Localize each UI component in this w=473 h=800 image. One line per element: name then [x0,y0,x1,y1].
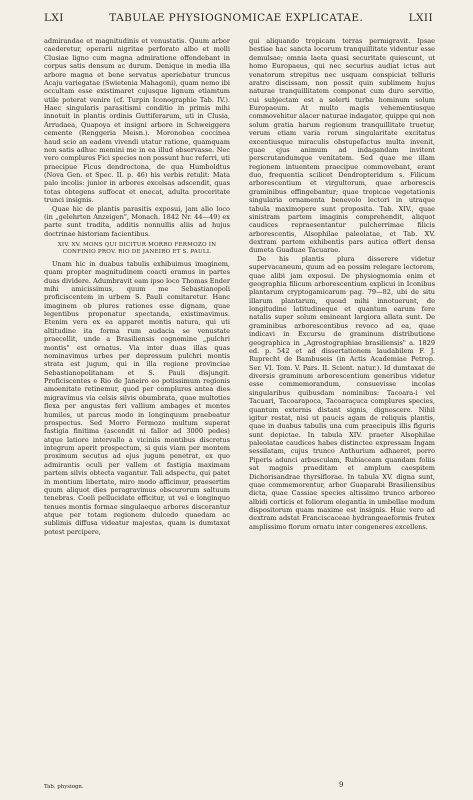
left-column [44,37,230,536]
running-title: TABULAE PHYSIOGNOMICAE EXPLICATAE. [109,12,364,24]
paragraph: qui aliquando tropicam terras permigravit. Ipsae bestiae hac sancta locorum tranquillitate videntur esse demulsae; omnia laeta quasi securitate quiescunt, ut homo Europaeus, qui nec securius audiat ictus aut venatorum strepitus nec usquam conspiciat telluris aratro discissam, non possit quin sublimem hujus naturae tranquillitatem componat cum duro servitio, cui subjectam est a solerti turba hominum solum Europaeum. At multo magis vehementiusque commovehitur alacer naturae indagator, quippe qui non solum gratia harum regionum tranquillitate truetur, verum etiam varia rerum singularitate excitatus excentiusque miraculis obstupefactus multa invenit, quae ejus animum ad indagandam invitent perscrutandumque venitatem. Sed quae me illam regionem intuentem praecipue commovebant, erant duo, frequentia scilicet Dendropteridum s. Filicum arborescentium et virgultorum, quae arborescis graminibus effingebantur; quae tropicae vegetationis singularia ornamenta benevolo lectori in utraque tabula maximopere sunt proposita. Tab. XIV., quae sinistram partem imaginis comprehendit, aliquot caudices repraesentantur pulcherrimae filicis arborescentis, Alsophilae paleolatae, et Tab. XV. dextram partem exhibentis pars autica offert densa dumeta Guaduae Tacuarae. [249,37,435,255]
left-page-numeral: LXI [44,12,64,24]
paragraph: Quae hic de plantis parasitis exposui, jam alio loco (in „gelehrten Anzeigen", Monach. 1842 Nr. 44—49) ex parte sunt tradita, additis nonnullis aliis ad hujus doctrinae historiam facientibus. [44,204,230,238]
paragraph: Unam hic in duabus tabulis exhibuimus imaginem, quam propter magnitudinem coacti eramus in partes duas dividere. Adumbravit eam ipso loco Thomas Ender mihi amicissimus, quum me Sebastianopoli proficiscentem in urbem S. Pauli comitaretur. Hanc imaginem ob plures rationes esse dignam, quae legentibus proponatur spectanda, existimavimus. Etenim vera ex ea apparet montis natura, qui uti altitudine ita forma rum audacia se venustate praecellit, unde a Brasiliensis cognomine „pulchri montis" est ornatus. Via inter duas illas quas nominavimus urbes per depressum pulchri montis strata est jugum, qui in illa regione provinciae Sebastianopolitanam et S. Pauli disjungit. Proficiscentes e Rio de Janeiro eo potissimum regionis amoenitate retinemur, quod per complures antea dies migravimus via celsis silvis obumbrata, quae multoties flexa per angustas feri vallium ambages et montes humiles, ut parcus modo in longinquum praebeatur prospectus. Sed Morro Fermozo multum superat fastigia finitima (ascendit ni fallor ad 3000 pedes) atque latiore intervallo a viciniis montibus discretus integrum aperit prospectum, si quis viam per montem proximum secutus ad ejus jugum penetrat, ex quo admirantis oculi per vallem et fastigia maximam partem silvis obtecta vagantur. Tali adspectu, qui patet in montium libertate, miro modo afficimur, praesertim quum aliquot dies peragravimus obscurorum saltuum tenebras. Coeli pellucidate efficitur, ut vel e longinquo tenues montis formae singulaeque arbores discerantur atque per totam regionem dulcedo quaedam ac sublimis diffusa videatur majestas, quam is dumtaxat potest percipere, [44,259,230,536]
page-number: 9 [339,781,344,789]
running-header [44,12,433,30]
right-page-numeral: LXII [408,12,433,24]
right-column [249,37,435,531]
signature-mark: Tab. physiogn. [44,784,84,790]
paragraph: De his plantis plura disserere videtur supervacaneum, quum ad ea possim relegare lectorem, quae alibi jam exposui. De physiognomia enim et geographia filicum arborescentium explicui in Iconibus plantarum cryptogamicarum pag. 79—82, ubi de situ illarum plantarum, quoad mihi innotuerunt, de longitudine latitudineque et quantum earum fere natalis super solum emineant largiora allata sunt. De graminibus arborescentibus revoco ad ea, quae indicavi in Excursu de graminum distributione geographica in „Agrostographiae brasiliensis" a. 1829 ed. p. 542 et ad dissertationem laudabilem F. J. Ruprecht de Bambuseis (in Actis Academiae Petrop. Ser. VI. Tom. V. Pars. II. Scient. natur.). Id dumtaxat de diversis graminum arborescentium generibus videtur esse commemorandum, consuevisse incolas singularibus quibusdam nominibus: Tacoara-i vel Tacuari, Tacoarapoca, Tacoaraçuca complures species, quantum externis distant signis, dignoscere. Nihil igitur restat, nisi ut paucis agam de reliquis plantis, quae in duabus tabulis una cum praecipuis illis figuris sunt depictae. In tabula XIV. praeter Alsophilae paleolatae caudices habes distinctee expressam Ingam sessilatam, cujus trunco Anthurium adhaeret, porro Piperis adunci arbusculam, Rubiaceam quandam foliis sat magnis praeditam et amplum caespitem Dichorisandrae thyrsiflorae. In tabula XV. digna sunt, quae commemorentur, arbor Guaparabi Brasiliensibus dicta, quae Cassiae species altissimo trunco arboreo albidi corticis et foliorum elegantia in umbellae modum dispositorum quam maxime est insignis. Huic vero ad dextram adstat Franciscaceae hydrangeaeformis frutex amplissimo florum ornatu inter congeneres excellens. [249,254,435,531]
section-heading: XIV. XV. MONS QUI DICITUR MORRO FERMOZO IN CONFINIO PROV. RIO DE JANEIRO ET S. PAULI. [57,242,217,256]
paragraph: admirandae et magnitudinis et venustatis. Quum arbor caederetur, operarii nigritae perforato albo et molli Clusiae ligno cum magna admiratione offendebant in corpus satis densum ac durum. Denique in media illa arbore magna et bene servatus aperiebatur truncus Acaju variegatae (Swietenia Mahagoni), quam nemo ibi occultam esse existimaret cujusque lignum etiamtum utile poterat venire (cf. Turpin Iconographie Tab. IV.). Haec singularis parasitismi conditio in primis mihi innotuit in plantis ordinis Guttiferarum, uti in Clusia, Arrudaea, Quapoya et insigni arbore in Schweiggera cemente (Renggeria Meisn.). Moronobea coccinea haud scio an eadem vivendi utatur ratione, quamquam non satis adhuc memini me in ea illud observasse. Nec vero complures Fici species non possunt huc referri, uti praecipue Ficus dendroctona, de qua Humboldtus (Nova Gen. et Spec. II. p. 46) his verbis retulit: Mata palo incolis: junior in arbores excelsas adscendit, quas totas obtegens suffocat et enecat, adulta proceritate trunci insignis. [44,37,230,205]
